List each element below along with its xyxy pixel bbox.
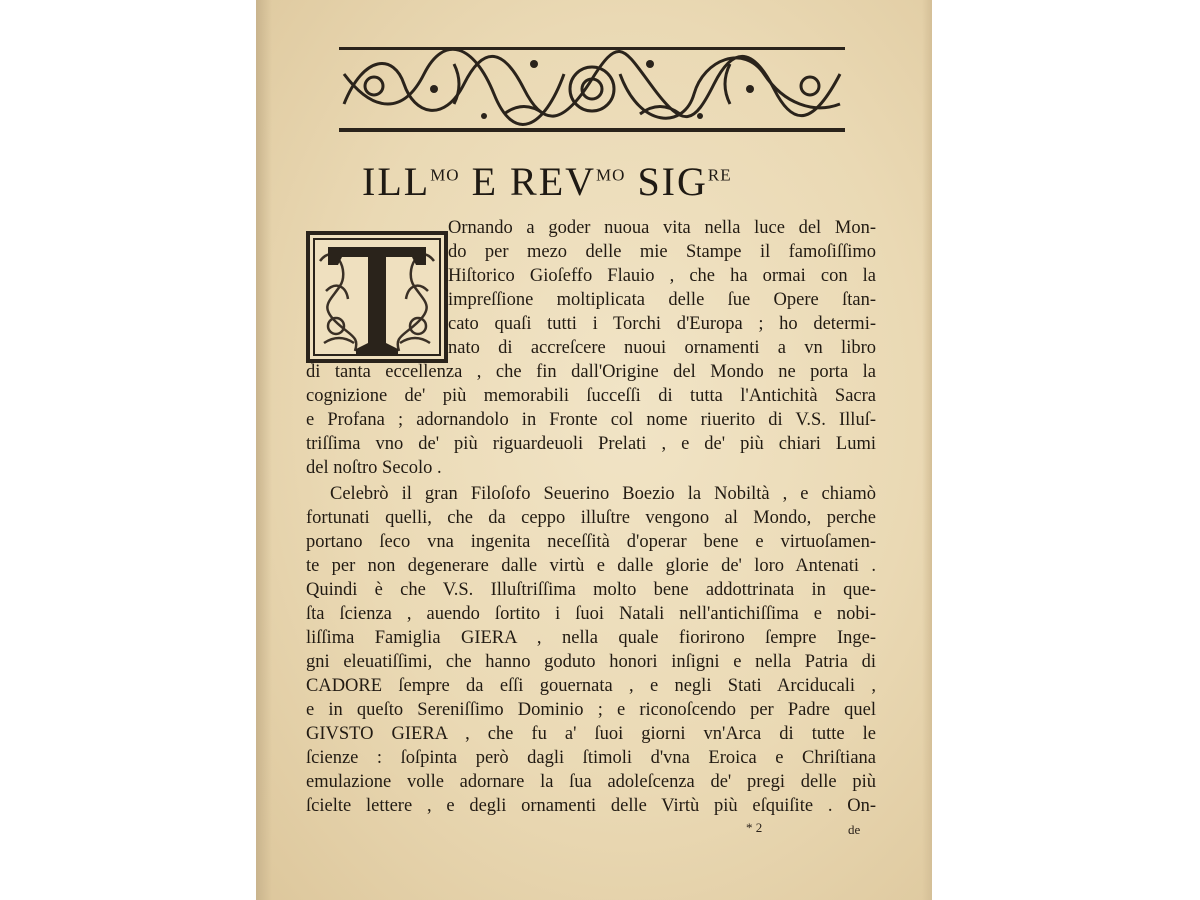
text-line: portano ſeco vna ingenita neceſſità d'operar bene e virtuoſamen- [306,532,876,552]
decorated-initial-t-icon [306,231,448,363]
text-line: Celebrò il gran Filoſofo Seuerino Boezio la Nobiltà , e chiamò [330,484,876,504]
text-line: del noſtro Secolo . [306,458,442,478]
text-line: do per mezo delle mie Stampe il famoſiſſimo [448,242,876,262]
book-page [256,0,932,900]
text-line: Ornando a goder nuoua vita nella luce del Mon- [448,218,876,238]
catchword: de [848,822,861,837]
text-line: emulazione volle adornare la ſua adoleſcenza de' pregi delle più [306,772,876,792]
text-line: gni eleuatiſſimi, che hanno goduto honori inſigni e nella Patria di [306,652,876,672]
ornamental-headpiece-icon [334,44,850,134]
text-line: fortunati quelli, che da ceppo illuſtre vengono al Mondo, perche [306,508,876,528]
text-line: liſſima Famiglia GIERA , nella quale fiorirono ſempre Inge- [306,628,876,648]
page-title: $ILL^{MO}$ E $REV^{MO}$ $SIG^{RE}$ [362,159,732,204]
text-line: e Profana ; adornandolo in Fronte col nome riuerito di V.S. Illuſ- [306,410,876,430]
text-line: di tanta eccellenza , che fin dall'Origine del Mondo ne porta la [306,362,876,382]
text-line: cato quaſi tutti i Torchi d'Europa ; ho determi- [448,314,876,334]
text-line: ſcielte lettere , e degli ornamenti delle Virtù più eſquiſite . On- [306,796,876,816]
text-line: GIVSTO GIERA , che fu a' ſuoi giorni vn'Arca di tutte le [306,724,876,744]
text-line: e in queſto Sereniſſimo Dominio ; e riconoſcendo per Padre quel [306,700,876,720]
text-line: nato di accreſcere nuoui ornamenti a vn libro [448,338,876,358]
text-line: ſcienze : ſoſpinta però dagli ſtimoli d'vna Eroica e Chriſtiana [306,748,876,768]
text-line: CADORE ſempre da eſſi gouernata , e negli Stati Arciducali , [306,676,876,696]
signature-mark: * 2 [746,820,763,835]
text-line: Hiſtorico Gioſeffo Flauio , che ha ormai con la [448,266,876,286]
text-line: te per non degenerare dalle virtù e dalle glorie de' loro Antenati . [306,556,876,576]
text-line: Quindi è che V.S. Illuſtriſſima molto bene addottrinata in que- [306,580,876,600]
text-line: impreſſione moltiplicata delle ſue Opere ſtan- [448,290,876,310]
text-line: triſſima vno de' più riguardeuoli Prelati , e de' più chiari Lumi [306,434,876,454]
text-line: cognizione de' più memorabili ſucceſſi di tutta l'Antichità Sacra [306,386,876,406]
text-line: ſta ſcienza , auendo ſortito i ſuoi Natali nell'antichiſſima e nobi- [306,604,876,624]
